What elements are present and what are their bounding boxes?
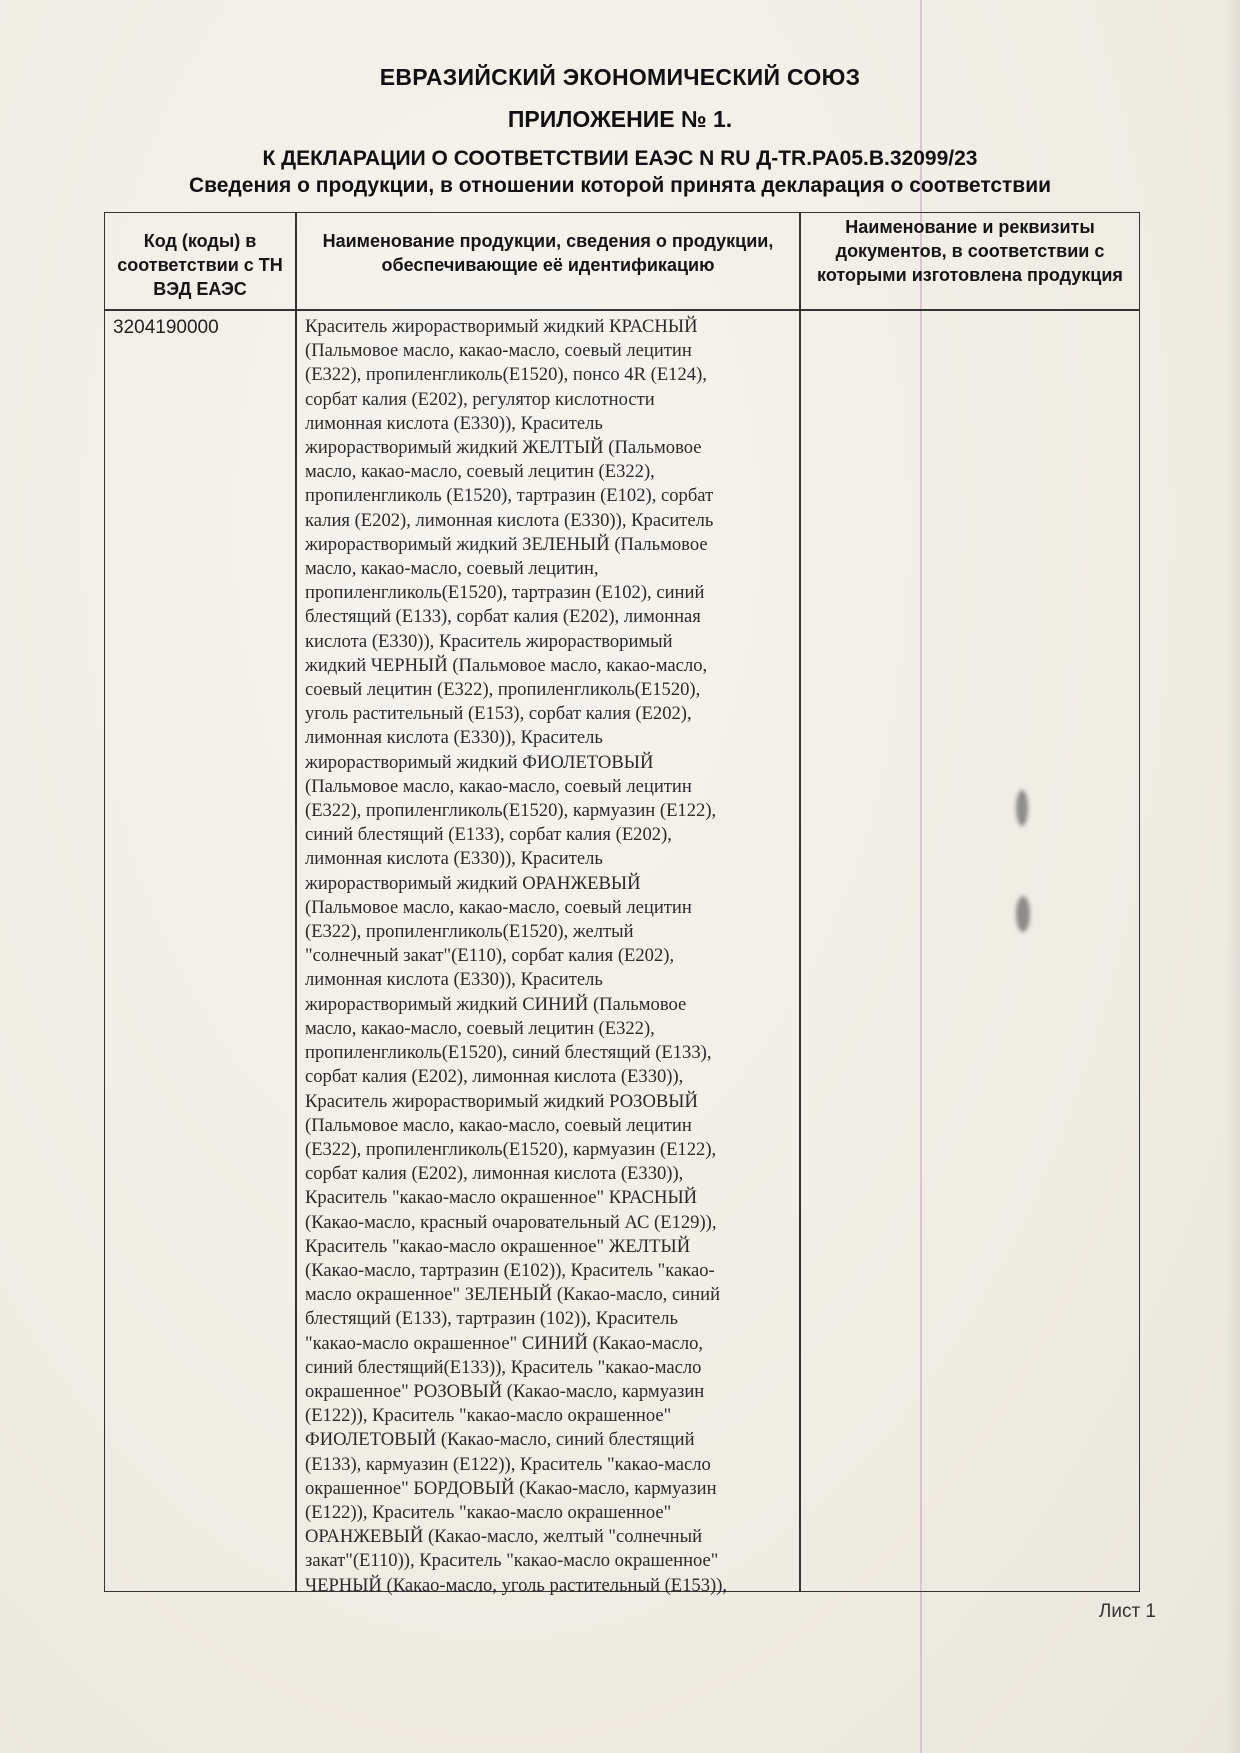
header-product-name: Наименование продукции, сведения о продукции, обеспечивающие её идентификацию bbox=[322, 231, 774, 275]
union-title: ЕВРАЗИЙСКИЙ ЭКОНОМИЧЕСКИЙ СОЮЗ bbox=[379, 64, 861, 90]
scan-smudge bbox=[1016, 790, 1028, 826]
sheet-number: Лист 1 bbox=[1098, 1601, 1156, 1622]
header-documents: Наименование и реквизиты документов, в соответствии с которыми изготовлена продукция bbox=[817, 217, 1123, 285]
column-divider bbox=[799, 213, 801, 1591]
cell-description: Краситель жирорастворимый жидкий КРАСНЫЙ (Пальмовое масло, какао-масло, соевый лецитин (Е322), пропиленгликоль(Е1520), понсо 4R (Е124), сорбат калия (Е202), регулятор кислотности лимонная кислота (Е330)), Краситель жирорастворимый жидкий ЖЕЛТЫЙ (Пальмовое масло, какао-масло, соевый лецитин (Е322), пропиленгликоль (Е1520), тартразин (Е102), сорбат калия (Е202), лимонная кислота (Е330)), Краситель жирорастворимый жидкий ЗЕЛЕНЫЙ (Пальмовое масло, какао-масло, соевый лецитин, пропиленгликоль(Е1520), тартразин (Е102), синий блестящий (Е133), сорбат калия (Е202), лимонная кислота (Е330)), Краситель жирорастворимый жидкий ЧЕРНЫЙ (Пальмовое масло, какао-масло, соевый лецитин (Е322), пропиленгликоль(Е1520), уголь растительный (Е153), сорбат калия (Е202), лимонная кислота (Е330)), Краситель жирорастворимый жидкий ФИОЛЕТОВЫЙ (Пальмовое масло, какао-масло, соевый лецитин (Е322), пропиленгликоль(Е1520), кармуазин (Е122), синий блестящий (Е133), сорбат калия (Е202), лимонная кислота (Е330)), Краситель жирорастворимый жидкий ОРАНЖЕВЫЙ (Пальмовое масло, какао-масло, соевый лецитин (Е322), пропиленгликоль(Е1520), желтый "солнечный закат"(Е110), сорбат калия (Е202), лимонная кислота (Е330)), Краситель жирорастворимый жидкий СИНИЙ (Пальмовое масло, какао-масло, соевый лецитин (Е322), пропиленгликоль(Е1520), синий блестящий (Е133), сорбат калия (Е202), лимонная кислота (Е330)), Краситель жирорастворимый жидкий РОЗОВЫЙ (Пальмовое масло, какао-масло, соевый лецитин (Е322), пропиленгликоль(Е1520), кармуазин (Е122), сорбат калия (Е202), лимонная кислота (Е330)), Краситель "какао-масло окрашенное" КРАСНЫЙ (Какао-масло, красный очаровательный АС (Е129)), Краситель "какао-масло окрашенное" ЖЕЛТЫЙ (Какао-масло, тартразин (Е102)), Краситель "какао- масло окрашенное" ЗЕЛЕНЫЙ (Какао-масло, синий блестящий (Е133), тартразин (102)), Краситель "какао-масло окрашенное" СИНИЙ (Какао-масло, синий блестящий(Е133)), Краситель "какао-масло окрашенное" РОЗОВЫЙ (Какао-масло, кармуазин (Е122)), Краситель "какао-масло окрашенное" ФИОЛЕТОВЫЙ (Какао-масло, синий блестящий (Е133), кармуазин (Е122)), Краситель "какао-масло окрашенное" БОРДОВЫЙ (Какао-масло, кармуазин (Е122)), Краситель "какао-масло окрашенное" ОРАНЖЕВЫЙ (Какао-масло, желтый "солнечный закат"(Е110)), Краситель "какао-масло окрашенное" ЧЕРНЫЙ (Какао-масло, уголь растительный (Е153)), bbox=[305, 316, 728, 1596]
declaration-title: К ДЕКЛАРАЦИИ О СООТВЕТСТВИИ ЕАЭС N RU Д-TR.PA05.B.32099/23 bbox=[262, 147, 978, 170]
declaration-subtitle: Сведения о продукции, в отношении которой принята декларация о соответствии bbox=[188, 174, 1052, 197]
cell-code: 3204190000 bbox=[113, 317, 219, 338]
scan-edge-shadow bbox=[1226, 0, 1240, 1753]
header-code: Код (коды) в соответствии с ТН ВЭД ЕАЭС bbox=[117, 231, 283, 299]
appendix-title: ПРИЛОЖЕНИЕ № 1. bbox=[507, 106, 733, 132]
header-row-divider bbox=[105, 309, 1139, 311]
product-table bbox=[104, 212, 1140, 1596]
column-divider bbox=[295, 213, 297, 1591]
scan-smudge bbox=[1016, 896, 1030, 932]
